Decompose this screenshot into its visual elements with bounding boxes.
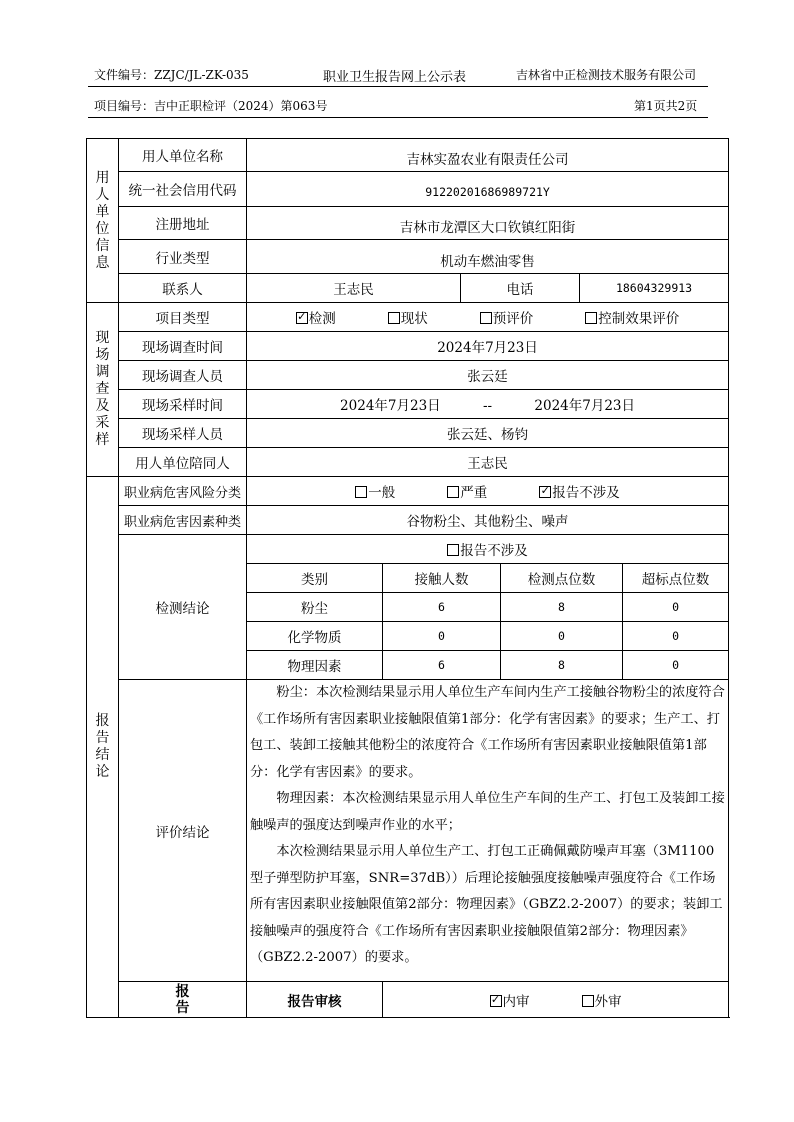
credit-code: 91220201686989721Y bbox=[247, 172, 729, 207]
hazard-factor-label: 职业病危害因素种类 bbox=[119, 506, 247, 535]
risk-class-option-label: 报告不涉及 bbox=[552, 485, 620, 501]
report-review-options bbox=[383, 982, 729, 1018]
section-employer-info bbox=[87, 139, 119, 303]
sampling-staff-label: 现场采样人员 bbox=[119, 419, 247, 448]
cell-exposed: 6 bbox=[383, 651, 501, 680]
empty-checkbox-icon bbox=[388, 312, 400, 324]
phone-number: 18604329913 bbox=[580, 274, 729, 303]
col-header-exceeded: 超标点位数 bbox=[623, 564, 729, 593]
cell-category: 物理因素 bbox=[247, 651, 383, 680]
registered-address: 吉林市龙潭区大口钦镇红阳街 bbox=[247, 207, 729, 240]
cell-exceeded: 0 bbox=[623, 651, 729, 680]
section-survey-char: 及 bbox=[95, 398, 110, 414]
section-survey-char: 调 bbox=[95, 364, 110, 380]
cell-exceeded: 0 bbox=[623, 593, 729, 622]
checked-checkbox-icon bbox=[490, 995, 502, 1007]
empty-checkbox-icon bbox=[585, 312, 597, 324]
risk-class-option bbox=[355, 481, 395, 501]
eval-paragraph-noise: 本次检测结果显示用人单位生产工、打包工正确佩戴防噪声耳塞（3M1100型子弹型防护耳塞，SNR=37dB））后理论接触强度接触噪声强度符合《工作场所有害因素职业接触限值第2部分：物理因素》（GBZ2.2-2007）的要求；装卸工接触噪声的强度符合《工作场所有害因素职业接触限值第2部分：物理因素》（GBZ2.2-2007）的要求。 bbox=[250, 844, 723, 965]
not-involved-checkbox bbox=[447, 544, 459, 556]
empty-checkbox-icon bbox=[582, 995, 594, 1007]
section-survey-char: 现 bbox=[95, 330, 110, 346]
project-type-option bbox=[296, 307, 336, 327]
form-title: 职业卫生报告网上公示表 bbox=[323, 70, 467, 85]
evaluation-conclusion-label: 评价结论 bbox=[119, 680, 247, 982]
evaluation-conclusion-text bbox=[247, 680, 729, 982]
section-report-review bbox=[119, 982, 247, 1018]
risk-class-option-label: 一般 bbox=[368, 485, 396, 501]
project-number: 项目编号：吉中正职检评（2024）第063号 bbox=[94, 99, 328, 113]
employer-name-label: 用人单位名称 bbox=[119, 139, 247, 172]
project-type-option bbox=[388, 307, 428, 327]
empty-checkbox-icon bbox=[355, 486, 367, 498]
section-review-char: 报 bbox=[175, 984, 190, 1000]
section-employer-char: 人 bbox=[95, 186, 110, 203]
section-employer-char: 息 bbox=[95, 254, 110, 271]
sampling-time-label: 现场采样时间 bbox=[119, 390, 247, 419]
project-type-option-label: 控制效果评价 bbox=[598, 311, 680, 327]
credit-code-label: 统一社会信用代码 bbox=[119, 172, 247, 207]
address-label: 注册地址 bbox=[119, 207, 247, 240]
hazard-factors: 谷物粉尘、其他粉尘、噪声 bbox=[247, 506, 729, 535]
review-option-label: 内审 bbox=[502, 993, 530, 1010]
eval-paragraph-dust: 粉尘：本次检测结果显示用人单位生产车间内生产工接触谷物粉尘的浓度符合《工作场所有害因素职业接触限值第1部分：化学有害因素》的要求；生产工、打包工、装卸工接触其他粉尘的浓度符合《工作场所有害因素职业接触限值第1部分：化学有害因素》的要求。 bbox=[250, 685, 725, 780]
contact-label: 联系人 bbox=[119, 274, 247, 303]
survey-time-label: 现场调查时间 bbox=[119, 332, 247, 361]
cell-exposed: 0 bbox=[383, 622, 501, 651]
risk-class-option bbox=[539, 481, 620, 501]
section-survey-char: 查 bbox=[95, 381, 110, 397]
header-divider-2 bbox=[88, 117, 708, 118]
section-survey-sampling bbox=[87, 303, 119, 477]
checked-checkbox-icon bbox=[296, 312, 308, 324]
empty-checkbox-icon bbox=[480, 312, 492, 324]
cell-category: 化学物质 bbox=[247, 622, 383, 651]
sampling-from: 2024年7月23日 bbox=[340, 398, 441, 414]
employer-name: 吉林实盈农业有限责任公司 bbox=[247, 139, 729, 172]
section-conclusion-char: 结 bbox=[95, 747, 110, 763]
section-conclusion-char: 告 bbox=[95, 730, 110, 746]
escort-person: 王志民 bbox=[247, 448, 729, 477]
cell-exceeded: 0 bbox=[623, 622, 729, 651]
project-type-option-label: 预评价 bbox=[492, 311, 534, 327]
sampling-staff: 张云廷、杨钧 bbox=[247, 419, 729, 448]
not-involved-label: 报告不涉及 bbox=[460, 543, 528, 559]
section-survey-char: 场 bbox=[95, 347, 110, 363]
sampling-to: 2024年7月23日 bbox=[534, 398, 636, 414]
contact-person: 王志民 bbox=[247, 274, 461, 303]
section-review-char: 告 bbox=[175, 1000, 190, 1016]
project-type-options bbox=[247, 303, 729, 332]
cell-exposed: 6 bbox=[383, 593, 501, 622]
industry-label: 行业类型 bbox=[119, 240, 247, 274]
section-conclusion-char: 报 bbox=[95, 713, 110, 729]
checked-checkbox-icon bbox=[539, 486, 551, 498]
survey-staff: 张云廷 bbox=[247, 361, 729, 390]
review-option bbox=[582, 990, 622, 1010]
col-header-points: 检测点位数 bbox=[501, 564, 623, 593]
section-conclusion-char: 论 bbox=[95, 764, 110, 780]
detection-not-involved bbox=[247, 535, 729, 564]
survey-time: 2024年7月23日 bbox=[247, 332, 729, 361]
risk-class-options bbox=[247, 477, 729, 506]
section-employer-char: 单 bbox=[95, 203, 110, 220]
escort-label: 用人单位陪同人 bbox=[119, 448, 247, 477]
page-indicator: 第1页共2页 bbox=[634, 99, 698, 113]
project-type-option-label: 现状 bbox=[400, 311, 428, 327]
col-header-category: 类别 bbox=[247, 564, 383, 593]
project-type-option bbox=[585, 307, 679, 327]
doc-number: 文件编号：ZZJC/JL-ZK-035 bbox=[94, 68, 249, 82]
phone-label: 电话 bbox=[461, 274, 580, 303]
cell-points: 0 bbox=[501, 622, 623, 651]
header-divider bbox=[88, 86, 708, 87]
col-header-exposed: 接触人数 bbox=[383, 564, 501, 593]
risk-class-option bbox=[447, 481, 487, 501]
report-table bbox=[86, 138, 729, 1018]
detection-conclusion-label: 检测结论 bbox=[119, 535, 247, 680]
review-option-label: 外审 bbox=[594, 993, 622, 1010]
industry-type: 机动车燃油零售 bbox=[247, 240, 729, 274]
cell-category: 粉尘 bbox=[247, 593, 383, 622]
section-survey-char: 样 bbox=[95, 432, 110, 448]
company-name: 吉林省中正检测技术服务有限公司 bbox=[516, 68, 697, 82]
review-option bbox=[490, 990, 530, 1010]
empty-checkbox-icon bbox=[447, 486, 459, 498]
section-survey-char: 采 bbox=[95, 415, 110, 431]
project-type-option-label: 检测 bbox=[308, 311, 336, 327]
section-employer-char: 信 bbox=[95, 237, 110, 254]
section-report-conclusion bbox=[87, 477, 119, 1018]
survey-staff-label: 现场调查人员 bbox=[119, 361, 247, 390]
cell-points: 8 bbox=[501, 593, 623, 622]
risk-class-label: 职业病危害风险分类 bbox=[119, 477, 247, 506]
cell-points: 8 bbox=[501, 651, 623, 680]
project-type-option bbox=[480, 307, 534, 327]
report-review-label: 报告审核 bbox=[247, 982, 383, 1018]
eval-paragraph-physical: 物理因素：本次检测结果显示用人单位生产车间的生产工、打包工及装卸工接触噪声的强度达到噪声作业的水平； bbox=[250, 791, 725, 833]
project-type-label: 项目类型 bbox=[119, 303, 247, 332]
risk-class-option-label: 严重 bbox=[460, 485, 488, 501]
sampling-separator: -- bbox=[482, 398, 493, 414]
section-employer-char: 位 bbox=[95, 220, 110, 237]
section-employer-char: 用 bbox=[95, 169, 110, 186]
sampling-time bbox=[247, 390, 729, 419]
